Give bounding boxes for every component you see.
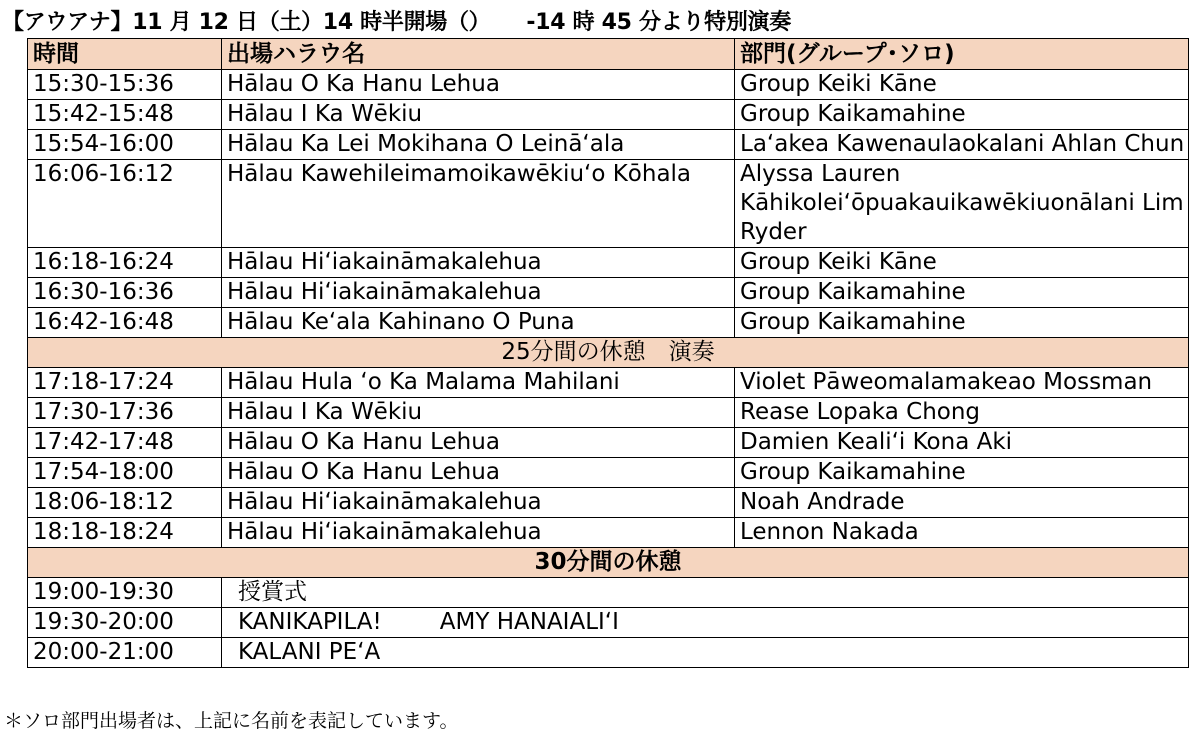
division-cell: Group Kaikamahine bbox=[735, 308, 1189, 338]
table-row bbox=[28, 278, 1189, 308]
division-cell: Rease Lopaka Chong bbox=[735, 398, 1189, 428]
table-row bbox=[28, 488, 1189, 518]
event-name: 授賞式 bbox=[238, 579, 307, 605]
table-row bbox=[28, 248, 1189, 278]
event-row bbox=[28, 578, 1189, 608]
division-cell: Group Kaikamahine bbox=[735, 458, 1189, 488]
table-row bbox=[28, 130, 1189, 160]
time-cell: 15:54-16:00 bbox=[28, 130, 222, 160]
division-cell: Group Keiki Kāne bbox=[735, 70, 1189, 100]
event-name: KALANI PEʻA bbox=[238, 639, 381, 665]
time-cell: 17:42-17:48 bbox=[28, 428, 222, 458]
break-row bbox=[28, 548, 1189, 578]
halau-cell: Hālau O Ka Hanu Lehua bbox=[222, 428, 735, 458]
event-name: KANIKAPILA! bbox=[238, 609, 382, 635]
event-cell bbox=[222, 578, 1189, 608]
time-cell: 17:18-17:24 bbox=[28, 368, 222, 398]
halau-cell: Hālau Keʻala Kahinano O Puna bbox=[222, 308, 735, 338]
halau-cell: Hālau Hiʻiakaināmakalehua bbox=[222, 518, 735, 548]
time-cell: 15:30-15:36 bbox=[28, 70, 222, 100]
event-cell bbox=[222, 638, 1189, 668]
halau-cell: Hālau Hiʻiakaināmakalehua bbox=[222, 488, 735, 518]
column-header-time: 時間 bbox=[28, 39, 222, 70]
division-cell: Laʻakea Kawenaulaokalani Ahlan Chun bbox=[735, 130, 1189, 160]
event-cell bbox=[222, 608, 1189, 638]
table-row bbox=[28, 100, 1189, 130]
table-header-row bbox=[28, 39, 1189, 70]
time-cell: 18:06-18:12 bbox=[28, 488, 222, 518]
halau-cell: Hālau I Ka Wēkiu bbox=[222, 100, 735, 130]
time-cell: 16:30-16:36 bbox=[28, 278, 222, 308]
table-row bbox=[28, 428, 1189, 458]
break-row bbox=[28, 338, 1189, 368]
halau-cell: Hālau Ka Lei Mokihana O Leināʻala bbox=[222, 130, 735, 160]
event-row bbox=[28, 608, 1189, 638]
time-cell: 17:54-18:00 bbox=[28, 458, 222, 488]
title-left: 【アウアナ】11 月 12 日（土）14 時半開場（） bbox=[2, 10, 491, 35]
table-row bbox=[28, 70, 1189, 100]
event-performer: AMY HANAIALIʻI bbox=[439, 609, 619, 635]
halau-cell: Hālau O Ka Hanu Lehua bbox=[222, 458, 735, 488]
time-cell: 16:18-16:24 bbox=[28, 248, 222, 278]
division-cell: Noah Andrade bbox=[735, 488, 1189, 518]
event-row bbox=[28, 638, 1189, 668]
time-cell: 19:30-20:00 bbox=[28, 608, 222, 638]
division-cell: Lennon Nakada bbox=[735, 518, 1189, 548]
time-cell: 17:30-17:36 bbox=[28, 398, 222, 428]
division-cell: Violet Pāweomalamakeao Mossman bbox=[735, 368, 1189, 398]
table-row bbox=[28, 308, 1189, 338]
halau-cell: Hālau Hula ʻo Ka Malama Mahilani bbox=[222, 368, 735, 398]
halau-cell: Hālau Hiʻiakaināmakalehua bbox=[222, 278, 735, 308]
break-label: 30分間の休憩 bbox=[28, 548, 1189, 578]
table-row bbox=[28, 518, 1189, 548]
title-right: -14 時 45 分より特別演奏 bbox=[526, 10, 791, 35]
division-cell: Alyssa Lauren Kāhikoleiʻōpuakauikawēkiuonālani Lim Ryder bbox=[735, 160, 1189, 248]
time-cell: 19:00-19:30 bbox=[28, 578, 222, 608]
column-header-halau: 出場ハラウ名 bbox=[222, 39, 735, 70]
division-cell: Group Keiki Kāne bbox=[735, 248, 1189, 278]
halau-cell: Hālau Hiʻiakaināmakalehua bbox=[222, 248, 735, 278]
schedule-table bbox=[27, 38, 1189, 668]
table-row bbox=[28, 368, 1189, 398]
time-cell: 16:06-16:12 bbox=[28, 160, 222, 248]
table-row bbox=[28, 458, 1189, 488]
break-label: 25分間の休憩 演奏 bbox=[28, 338, 1189, 368]
halau-cell: Hālau Kawehileimamoikawēkiuʻo Kōhala bbox=[222, 160, 735, 248]
division-cell: Damien Kealiʻi Kona Aki bbox=[735, 428, 1189, 458]
halau-cell: Hālau I Ka Wēkiu bbox=[222, 398, 735, 428]
column-header-division: 部門(グループ･ソロ) bbox=[735, 39, 1189, 70]
time-cell: 15:42-15:48 bbox=[28, 100, 222, 130]
halau-cell: Hālau O Ka Hanu Lehua bbox=[222, 70, 735, 100]
time-cell: 16:42-16:48 bbox=[28, 308, 222, 338]
division-cell: Group Kaikamahine bbox=[735, 278, 1189, 308]
footnote: ＊ソロ部門出場者は、上記に名前を表記しています。 bbox=[4, 710, 459, 732]
division-cell: Group Kaikamahine bbox=[735, 100, 1189, 130]
time-cell: 18:18-18:24 bbox=[28, 518, 222, 548]
table-row bbox=[28, 398, 1189, 428]
table-row bbox=[28, 160, 1189, 248]
time-cell: 20:00-21:00 bbox=[28, 638, 222, 668]
page-title bbox=[2, 6, 791, 40]
